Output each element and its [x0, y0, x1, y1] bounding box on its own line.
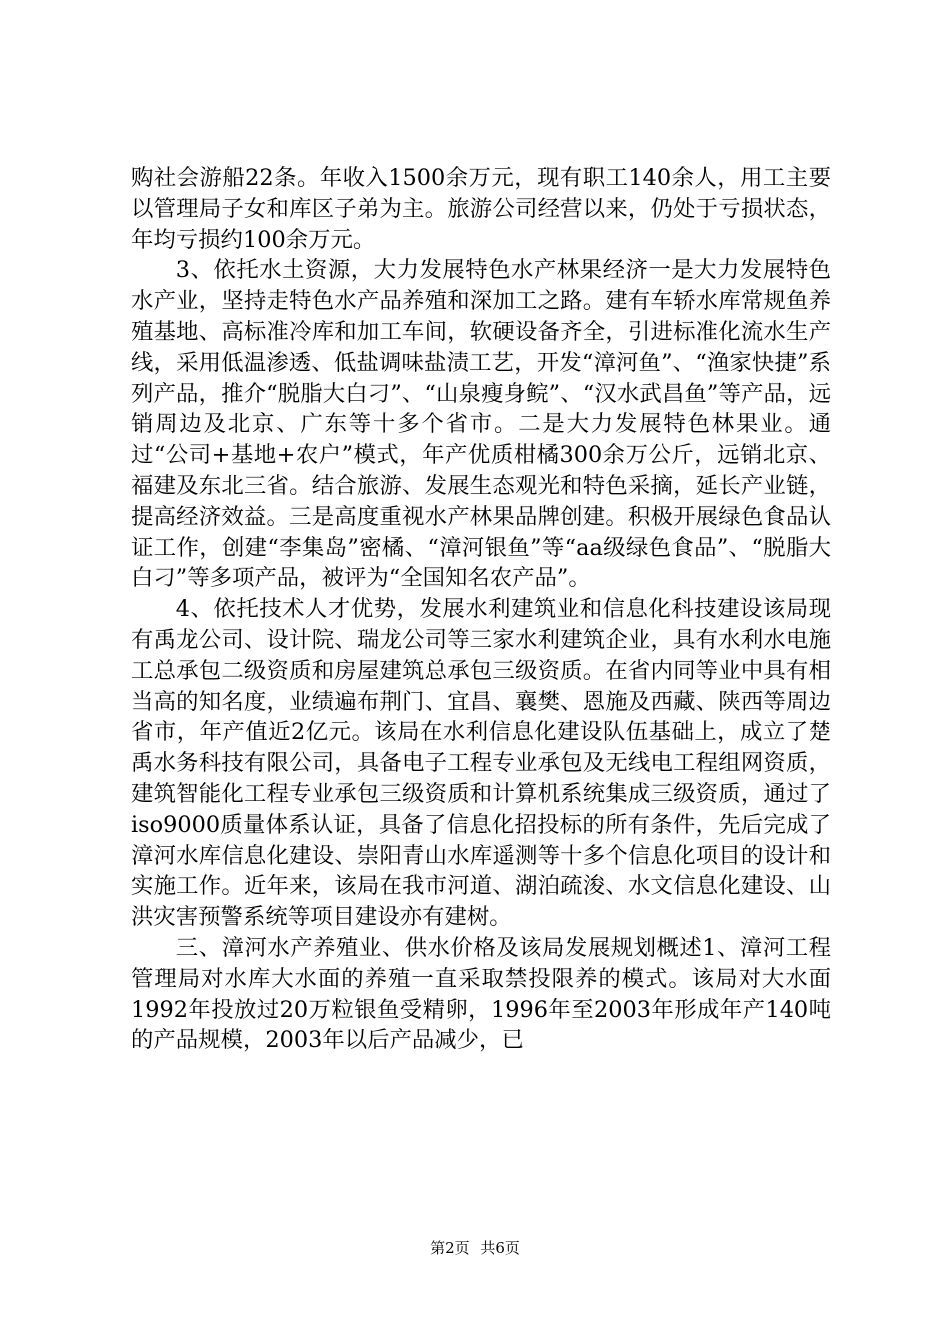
- paragraph-tourism-continued: 购社会游船22条。年收入1500余万元，现有职工140余人，用工主要以管理局子女和库区子弟为主。旅游公司经营以来，仍处于亏损状态，年均亏损约100余万元。: [131, 165, 831, 253]
- paragraph-aquaculture-fruit: 3、依托水土资源，大力发展特色水产林果经济一是大力发展特色水产业，坚持走特色水产品养殖和深加工之路。建有车轿水库常规鱼养殖基地、高标准冷库和加工车间，软硬设备齐全，引进标准化流水生产线，采用低温渗透、低盐调味盐渍工艺，开发“漳河鱼”、“渔家快捷”系列产品，推介“脱脂大白刁”、“山泉瘦身鲩”、“汉水武昌鱼”等产品，远销周边及北京、广东等十多个省市。二是大力发展特色林果业。通过“公司+基地+农户”模式，年产优质柑橘300余万公斤，远销北京、福建及东北三省。结合旅游、发展生态观光和特色采摘，延长产业链，提高经济效益。三是高度重视水产林果品牌创建。积极开展绿色食品认证工作，创建“李集岛”密橘、“漳河银鱼”等“aa级绿色食品”、“脱脂大白刁”等多项产品，被评为“全国知名农产品”。: [131, 257, 831, 592]
- document-body: [131, 163, 831, 1056]
- page-footer: [0, 1238, 950, 1258]
- paragraph-section-three: 三、漳河水产养殖业、供水价格及该局发展规划概述1、漳河工程管理局对水库大水面的养殖一直采取禁投限养的模式。该局对大水面1992年投放过20万粒银鱼受精卵，1996年至2003年形成年产140吨的产品规模，2003年以后产品减少，已: [131, 934, 831, 1054]
- page-number: 第2页: [430, 1239, 470, 1257]
- paragraph-construction-it: 4、依托技术人才优势，发展水利建筑业和信息化科技建设该局现有禹龙公司、设计院、瑞龙公司等三家水利建筑企业，具有水利水电施工总承包二级资质和房屋建筑总承包三级资质。在省内同等业中具有相当高的知名度，业绩遍布荆门、宜昌、襄樊、恩施及西藏、陕西等周边省市，年产值近2亿元。该局在水利信息化建设队伍基础上，成立了楚禹水务科技有限公司，具备电子工程专业承包及无线电工程组网资质，建筑智能化工程专业承包三级资质和计算机系统集成三级资质，通过了iso9000质量体系认证，具备了信息化招投标的所有条件，先后完成了漳河水库信息化建设、崇阳青山水库遥测等十多个信息化项目的设计和实施工作。近年来，该局在我市河道、湖泊疏浚、水文信息化建设、山洪灾害预警系统等项目建设亦有建树。: [131, 596, 831, 931]
- page-total: 共6页: [480, 1239, 520, 1257]
